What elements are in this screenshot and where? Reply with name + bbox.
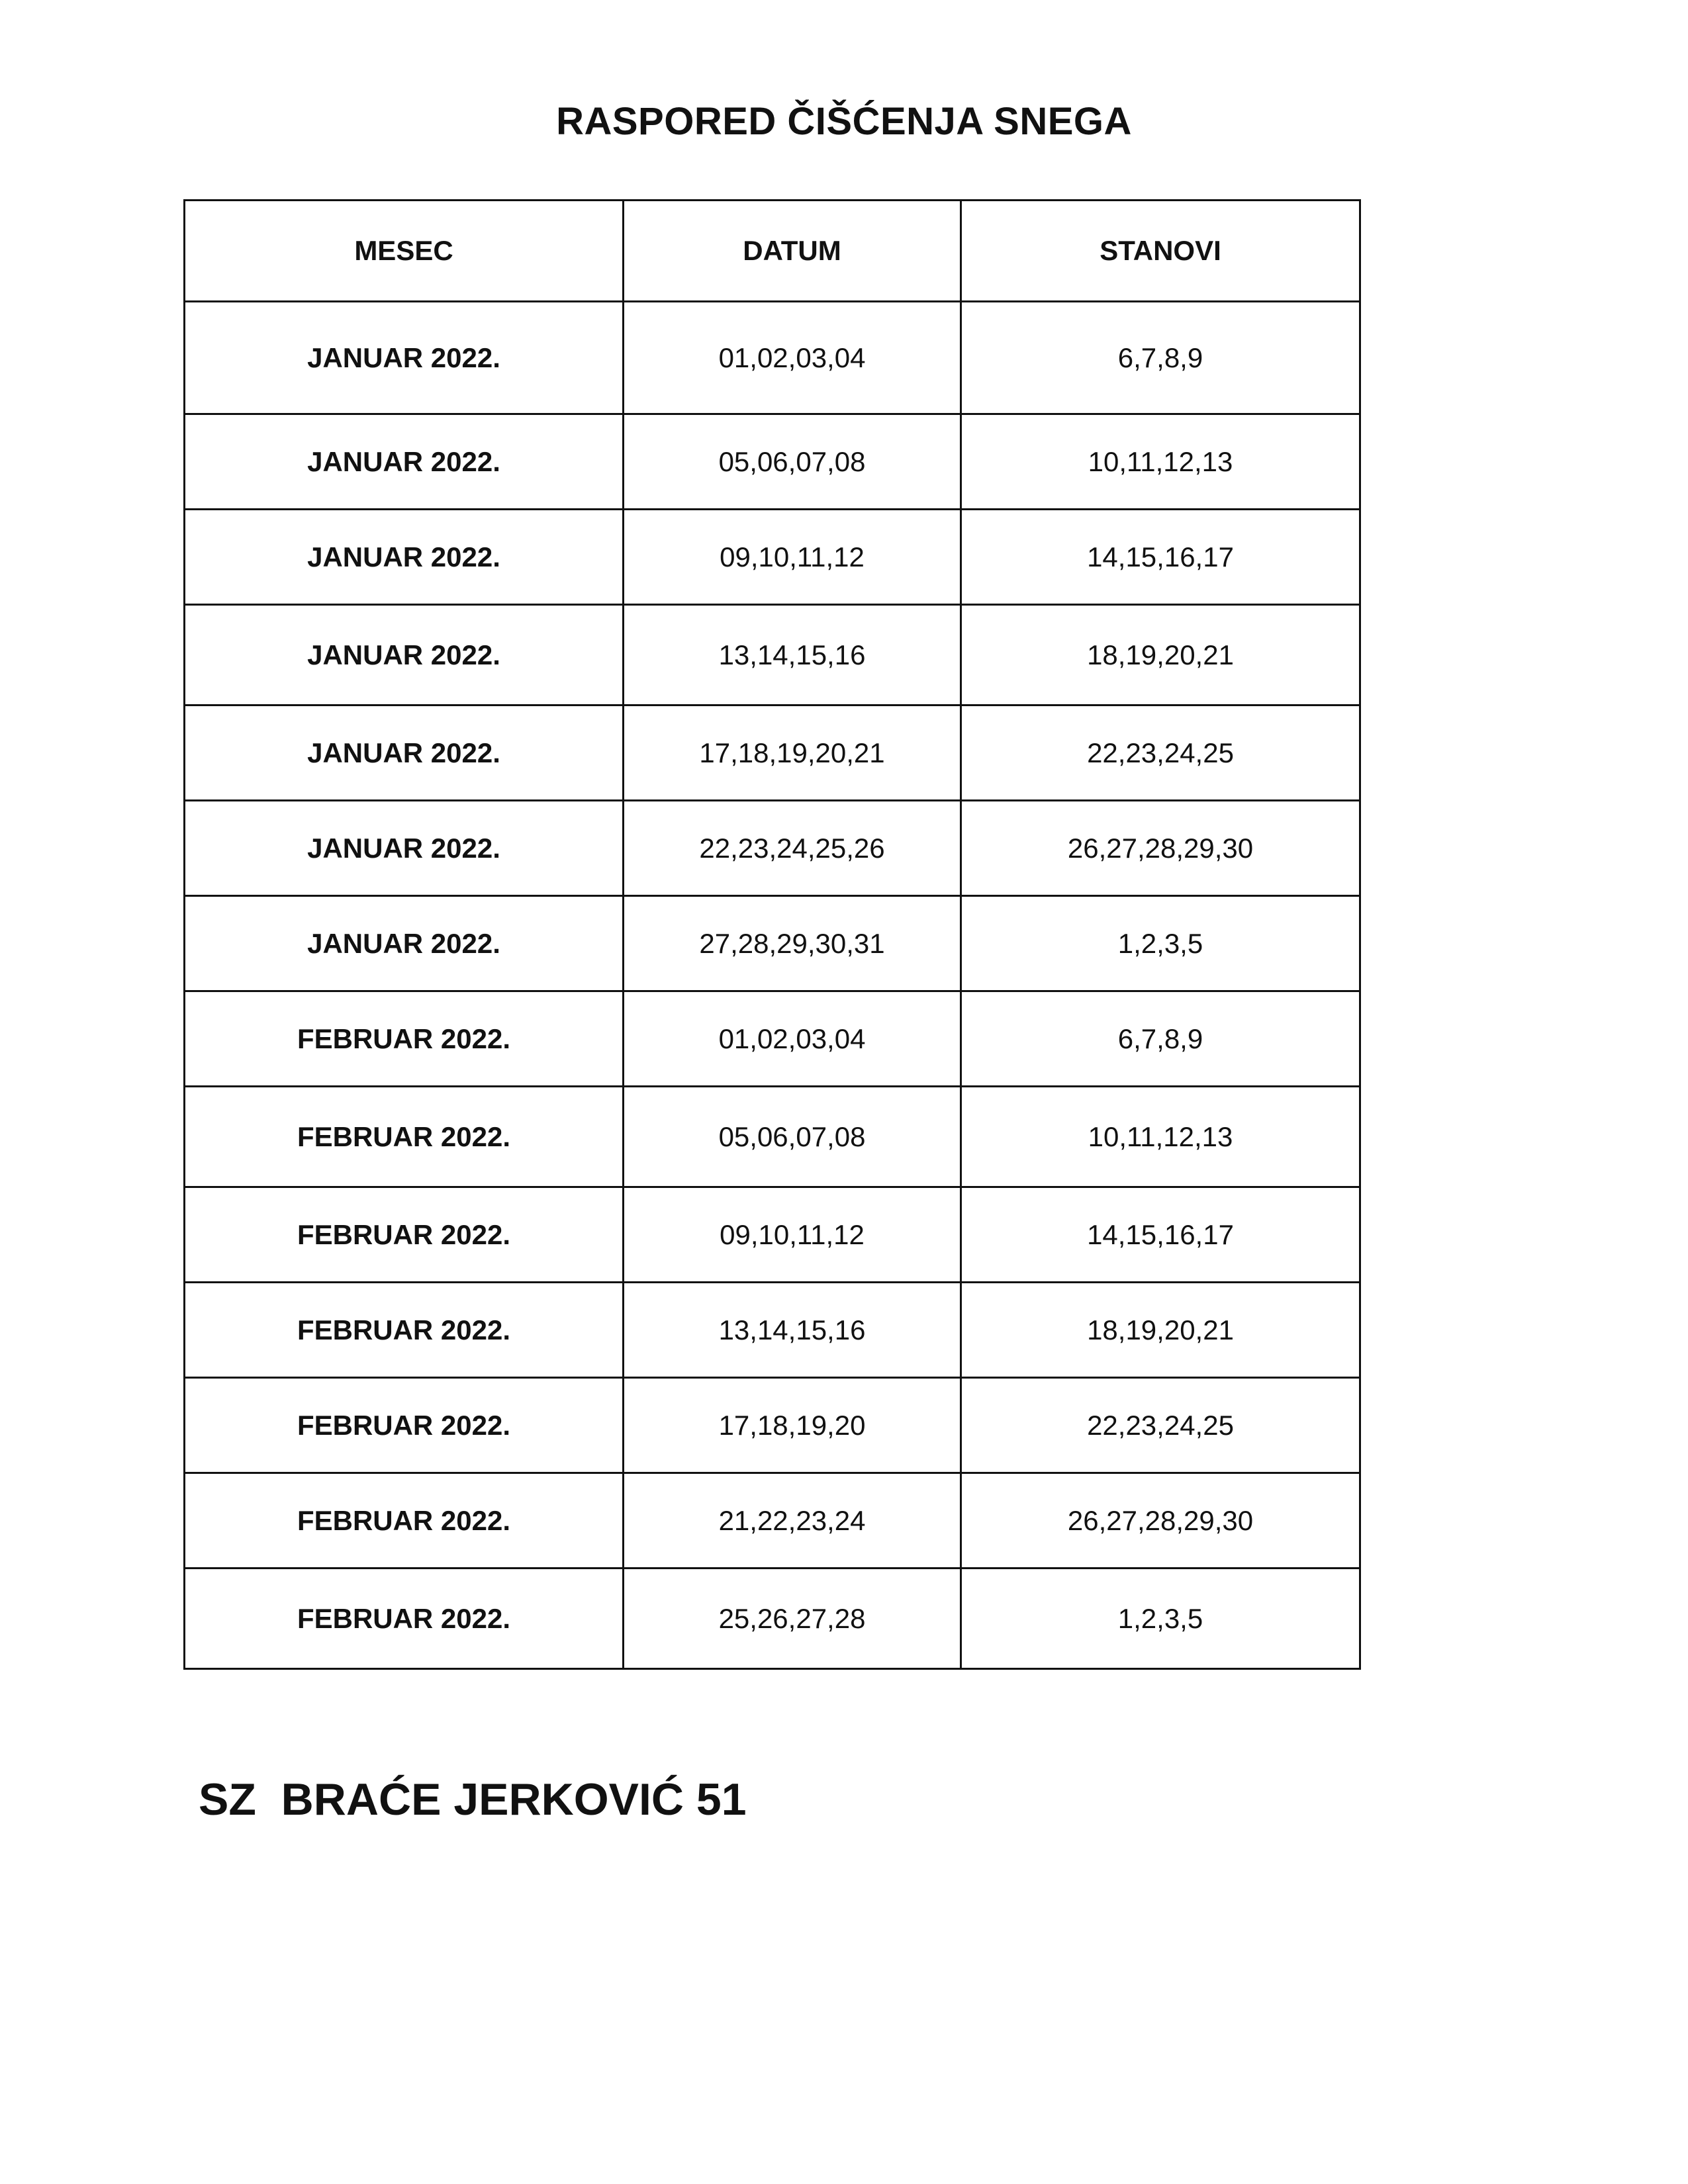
date-cell: 01,02,03,04 <box>624 991 961 1087</box>
apartments-cell: 1,2,3,5 <box>961 896 1360 991</box>
date-cell: 01,02,03,04 <box>624 302 961 414</box>
date-cell: 22,23,24,25,26 <box>624 801 961 896</box>
header-date: DATUM <box>624 201 961 302</box>
apartments-cell: 10,11,12,13 <box>961 1087 1360 1187</box>
apartments-cell: 22,23,24,25 <box>961 1378 1360 1473</box>
date-cell: 17,18,19,20,21 <box>624 705 961 801</box>
table-row <box>185 801 1360 896</box>
table-row <box>185 705 1360 801</box>
schedule-table <box>183 199 1361 1670</box>
page-title: RASPORED ČIŠĆENJA SNEGA <box>556 100 1132 143</box>
month-cell: FEBRUAR 2022. <box>185 1378 624 1473</box>
apartments-cell: 1,2,3,5 <box>961 1569 1360 1669</box>
table-row <box>185 1473 1360 1569</box>
month-cell: JANUAR 2022. <box>185 510 624 605</box>
apartments-cell: 6,7,8,9 <box>961 991 1360 1087</box>
header-month: MESEC <box>185 201 624 302</box>
apartments-cell: 26,27,28,29,30 <box>961 1473 1360 1569</box>
table-row <box>185 302 1360 414</box>
table-row <box>185 510 1360 605</box>
table-row <box>185 605 1360 705</box>
month-cell: JANUAR 2022. <box>185 705 624 801</box>
month-cell: FEBRUAR 2022. <box>185 1187 624 1283</box>
table-row <box>185 1283 1360 1378</box>
month-cell: JANUAR 2022. <box>185 801 624 896</box>
apartments-cell: 22,23,24,25 <box>961 705 1360 801</box>
month-cell: FEBRUAR 2022. <box>185 1283 624 1378</box>
table-row <box>185 1378 1360 1473</box>
month-cell: FEBRUAR 2022. <box>185 991 624 1087</box>
table-row <box>185 991 1360 1087</box>
table-header-row <box>185 201 1360 302</box>
date-cell: 09,10,11,12 <box>624 1187 961 1283</box>
apartments-cell: 10,11,12,13 <box>961 414 1360 510</box>
apartments-cell: 14,15,16,17 <box>961 510 1360 605</box>
table-row <box>185 1569 1360 1669</box>
month-cell: JANUAR 2022. <box>185 414 624 510</box>
month-cell: FEBRUAR 2022. <box>185 1569 624 1669</box>
apartments-cell: 14,15,16,17 <box>961 1187 1360 1283</box>
date-cell: 09,10,11,12 <box>624 510 961 605</box>
date-cell: 13,14,15,16 <box>624 605 961 705</box>
table-body <box>185 302 1360 1669</box>
date-cell: 21,22,23,24 <box>624 1473 961 1569</box>
month-cell: JANUAR 2022. <box>185 302 624 414</box>
date-cell: 25,26,27,28 <box>624 1569 961 1669</box>
date-cell: 13,14,15,16 <box>624 1283 961 1378</box>
month-cell: FEBRUAR 2022. <box>185 1473 624 1569</box>
date-cell: 05,06,07,08 <box>624 414 961 510</box>
month-cell: JANUAR 2022. <box>185 605 624 705</box>
apartments-cell: 18,19,20,21 <box>961 605 1360 705</box>
table-row <box>185 1087 1360 1187</box>
table-row <box>185 414 1360 510</box>
table-row <box>185 1187 1360 1283</box>
header-apartments: STANOVI <box>961 201 1360 302</box>
apartments-cell: 26,27,28,29,30 <box>961 801 1360 896</box>
month-cell: JANUAR 2022. <box>185 896 624 991</box>
date-cell: 05,06,07,08 <box>624 1087 961 1187</box>
apartments-cell: 6,7,8,9 <box>961 302 1360 414</box>
building-name: SZ BRAĆE JERKOVIĆ 51 <box>199 1774 747 1825</box>
date-cell: 27,28,29,30,31 <box>624 896 961 991</box>
date-cell: 17,18,19,20 <box>624 1378 961 1473</box>
month-cell: FEBRUAR 2022. <box>185 1087 624 1187</box>
apartments-cell: 18,19,20,21 <box>961 1283 1360 1378</box>
table-row <box>185 896 1360 991</box>
